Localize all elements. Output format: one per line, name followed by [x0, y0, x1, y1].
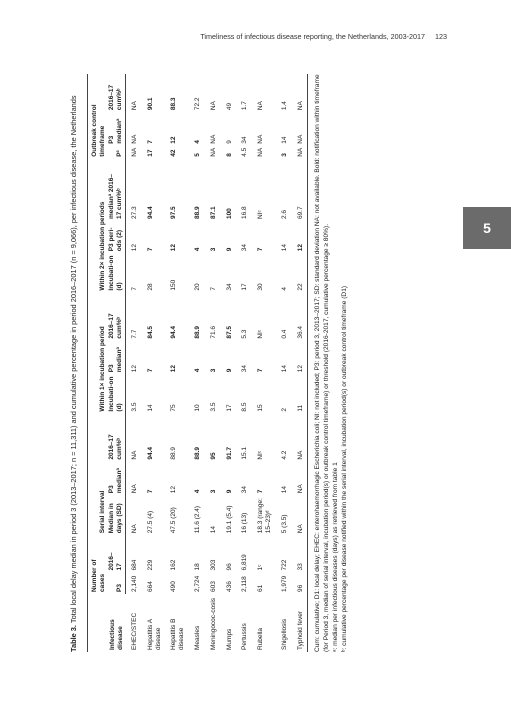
- cell-ob: NA: [131, 147, 139, 157]
- cell-ob: 17: [146, 149, 154, 157]
- cell-w1-inc: 75: [170, 404, 178, 412]
- delay-table: [87, 74, 309, 652]
- cell-ob-p3: 34: [241, 136, 249, 144]
- cell-w2-inc: 34: [225, 283, 233, 291]
- cell-serial: 11.6 (2.4): [194, 505, 202, 534]
- footnotes: [314, 74, 350, 652]
- cell-w2-inc: 4: [280, 286, 288, 291]
- sub-header-row: [107, 74, 125, 652]
- cell-serial: 5 (3.5): [280, 514, 288, 534]
- cell-disease: Typhoid fever: [292, 594, 308, 652]
- cell-w2-inc: 7: [209, 286, 217, 291]
- cell-disease: Measles: [194, 625, 202, 650]
- cell-s-cum: 15.1: [241, 447, 249, 460]
- cell-w2-p3: 4: [194, 247, 202, 252]
- cell-ob-cum: 1.7: [241, 101, 249, 111]
- cell-w2-inc: 150: [170, 279, 178, 291]
- cell-w2-cum: 69.7: [292, 169, 308, 221]
- cell-w2-cum: 16.8: [241, 206, 249, 220]
- sub-ob-1617: 2016–17 cum%ᵇ: [107, 74, 125, 112]
- cell-s-cum: 95: [209, 452, 217, 460]
- cell-ob-cum: NA: [209, 101, 217, 111]
- cell-p3: 61: [257, 584, 265, 592]
- cell-disease: Rubella: [257, 627, 265, 650]
- cell-ob: NA: [292, 146, 308, 159]
- col-within1: Within 1× incubation period: [87, 303, 107, 414]
- cell-ob-cum: NA: [292, 74, 308, 112]
- cell-w2-inc: 20: [194, 283, 202, 291]
- cell-ob-p3: 12: [170, 136, 178, 144]
- cell-w2-inc: 17: [241, 283, 249, 291]
- cell-w2-cum: 87.1: [209, 206, 217, 220]
- cell-ob-p3: NA: [257, 134, 265, 144]
- cell-w1-inc: 3.5: [131, 402, 139, 412]
- cell-w1-p3: 3: [209, 368, 217, 373]
- cell-serial: 16 (13): [241, 512, 249, 534]
- cell-s-p3: NA: [292, 462, 308, 496]
- col-disease: Infectious disease: [87, 594, 125, 652]
- table-row: [236, 74, 252, 652]
- sub-ob-p3: P3 medianª: [107, 112, 125, 146]
- table-row: [189, 74, 205, 652]
- cell-p3: 664: [146, 581, 154, 592]
- cell-w1-inc: 10: [194, 404, 202, 412]
- cell-s-cum: 88.9: [170, 447, 178, 460]
- cell-w2-inc: 28: [146, 283, 154, 291]
- cell-w1-inc: 3.5: [209, 402, 217, 412]
- cell-serial: 14: [209, 526, 217, 534]
- cell-s-cum: NA: [131, 450, 139, 460]
- cell-y1617: 18: [194, 563, 202, 571]
- cell-w2-cum: 27.3: [131, 206, 139, 220]
- cell-s-p3: 7: [146, 489, 154, 494]
- cell-y1617: 162: [170, 559, 178, 571]
- cell-serial: 19.1 (5.4): [225, 505, 233, 534]
- cell-w2-cum: 88.9: [194, 206, 202, 220]
- table-row: [221, 74, 237, 652]
- table-row: [292, 74, 308, 652]
- rotated-table-block: [70, 52, 350, 652]
- cell-p3: 603: [209, 581, 217, 592]
- cell-w2-p3: 3: [209, 247, 217, 252]
- cell-w1-inc: 11: [292, 374, 308, 413]
- cell-w2-cum: 100: [225, 208, 233, 220]
- chapter-tab: 5: [463, 207, 511, 249]
- cell-disease: EHEC/STEC: [130, 612, 138, 650]
- cell-w2-p3: 14: [280, 244, 288, 252]
- sub-w1-1617: 2016–17 cum%ᵇ: [107, 303, 125, 341]
- cell-ob-cum: 88.3: [170, 97, 178, 111]
- table-caption: [70, 52, 79, 652]
- cell-w1-inc: 17: [225, 404, 233, 412]
- cell-w1-cum: 5.3: [241, 329, 249, 339]
- cell-w1-inc: 15: [257, 404, 265, 412]
- cell-ob-cum: NA: [131, 101, 139, 111]
- cell-ob-p3: 9: [225, 140, 233, 144]
- cell-serial: NA: [292, 495, 308, 535]
- cell-ob-cum: 49: [225, 102, 233, 111]
- cell-serial: 18.3 (range: 15–23)ᵈ: [257, 498, 273, 534]
- table-label: Table 3.: [69, 625, 78, 652]
- cell-w2-p3: 12: [292, 221, 308, 253]
- table-row: [165, 74, 189, 652]
- cell-w2-p3: 7: [257, 247, 265, 252]
- cell-ob: 5: [194, 153, 202, 157]
- cell-s-p3: 4: [194, 489, 202, 494]
- cell-s-cum: 88.9: [194, 447, 202, 460]
- sub-w2-incubation: Incubati-on (d): [107, 253, 125, 292]
- cell-ob: 8: [225, 153, 233, 157]
- col-cases: Number of cases: [87, 545, 107, 594]
- table-row: [205, 74, 221, 652]
- cell-s-cum: 94.4: [146, 447, 154, 460]
- cell-s-p3: NA: [131, 484, 139, 494]
- cell-s-cum: 91.7: [225, 447, 233, 460]
- cell-w1-cum: 7.7: [131, 329, 139, 339]
- cell-ob-p3: NA: [292, 112, 308, 146]
- cell-disease: Hepatitis A disease: [146, 619, 162, 650]
- cell-s-cum: 4.2: [280, 450, 288, 460]
- cell-p3: 490: [170, 581, 178, 592]
- cell-y1617: 1ᶜ: [257, 564, 265, 571]
- cell-y1617: 6,819: [241, 554, 249, 571]
- cell-w1-p3: 14: [280, 365, 288, 373]
- cell-w1-p3: 7: [257, 368, 265, 373]
- cell-y1617: 722: [280, 559, 288, 571]
- cell-w2-inc: 30: [257, 283, 265, 291]
- cell-p3: 96: [292, 572, 308, 594]
- cell-w1-cum: 0.4: [280, 329, 288, 339]
- cell-y1617: 684: [131, 559, 139, 571]
- cell-ob-cum: 1.4: [280, 101, 288, 111]
- cell-w1-inc: 14: [146, 404, 154, 412]
- sub-cases-p3: P3: [107, 572, 125, 594]
- sub-w2-p3: P3 peri-ods (2): [107, 221, 125, 253]
- cell-ob-cum: 72.2: [194, 97, 202, 111]
- page-number: 123: [435, 32, 447, 41]
- cell-y1617: 303: [209, 559, 217, 571]
- cell-w1-p3: 9: [225, 368, 233, 373]
- cell-ob-p3: 7: [146, 140, 154, 144]
- table-body: [126, 74, 308, 652]
- cell-y1617: 33: [292, 545, 308, 572]
- running-title: Timeliness of infectious disease reporting, the Netherlands, 2003-2017: [200, 32, 425, 41]
- sub-serial-1617: 2016–17 cum%ᵇ: [107, 424, 125, 462]
- cell-ob-p3: NA: [209, 134, 217, 144]
- footnote-b: ᵇ: cumulative percentage per disease notified within the serial interval, incubation period(s) or outbreak control timeframe (D1): [341, 285, 349, 652]
- cell-disease: Hepatitis B disease: [170, 618, 186, 650]
- cell-w1-p3: 12: [131, 365, 139, 373]
- table-row: [276, 74, 292, 652]
- cell-w2-p3: 7: [146, 247, 154, 252]
- cell-s-cum: NA: [292, 424, 308, 462]
- cell-ob-p3: 14: [280, 136, 288, 144]
- group-header-row: [87, 74, 107, 652]
- cell-disease: Mumps: [225, 628, 233, 650]
- cell-serial: 47.5 (20): [170, 507, 178, 534]
- cell-w2-p3: 9: [225, 247, 233, 252]
- cell-s-p3: 14: [280, 486, 288, 494]
- cell-s-p3: 34: [241, 486, 249, 494]
- footnote-abbreviations: Cum: cumulative; D1: local delay; EHEC: enterohaemorrhagic Escherichia coli; NI: not included; P3: period 3, 2013–2017; SD: standard deviation NA: not available. Bold: notification within timeframe (for Period 3, median of serial interval, incubation period(s) or outbreak control timeframe) or threshold (2016-2017, cumulative percentage ≥ 80%).: [314, 74, 331, 652]
- cell-w2-p3: 34: [241, 244, 249, 252]
- sub-w2-1617: medianª 2016–17 cum%ᵇ: [107, 169, 125, 221]
- cell-ob-p3: NA: [131, 134, 139, 144]
- cell-w1-cum: NIᶜ: [257, 329, 265, 339]
- cell-w2-cum: 97.5: [170, 206, 178, 220]
- cell-s-cum: NIᶜ: [257, 450, 265, 460]
- cell-w2-p3: 12: [131, 244, 139, 252]
- cell-ob-p3: 4: [194, 140, 202, 144]
- cell-y1617: 96: [225, 563, 233, 571]
- cell-s-p3: 7: [257, 489, 265, 494]
- cell-w2-cum: NIᶜ: [257, 210, 265, 220]
- cell-ob: NA: [257, 147, 265, 157]
- cell-disease: Pertussis: [241, 623, 249, 650]
- col-within2: Within 2× incubation periods: [87, 169, 107, 293]
- cell-y1617: 229: [146, 559, 154, 571]
- cell-w1-cum: 84.5: [146, 326, 154, 339]
- sub-w1-p3: P3 medianª: [107, 341, 125, 375]
- cell-w1-cum: 88.9: [194, 326, 202, 339]
- cell-w2-p3: 12: [170, 244, 178, 252]
- cell-p3: 2,118: [241, 576, 249, 592]
- cell-w1-p3: 4: [194, 368, 202, 373]
- cell-p3: 1,979: [280, 575, 288, 592]
- cell-w1-inc: 2: [280, 407, 288, 412]
- sub-ob-p: P³: [107, 146, 125, 159]
- footnote-a: ᵃ: median per infectious diseases (days) as retrieved from table 1: [332, 462, 340, 652]
- cell-w1-inc: 8.5: [241, 402, 249, 412]
- cell-ob-cum: 90.1: [146, 97, 154, 111]
- cell-w1-cum: 87.5: [225, 326, 233, 339]
- cell-ob: 4.5: [241, 147, 249, 157]
- cell-ob: 3: [280, 153, 288, 157]
- cell-w1-p3: 12: [292, 341, 308, 375]
- cell-s-p3: 12: [170, 486, 178, 494]
- cell-w1-p3: 34: [241, 365, 249, 373]
- cell-s-p3: 9: [225, 489, 233, 494]
- cell-s-p3: 3: [209, 489, 217, 494]
- cell-w1-p3: 12: [170, 365, 178, 373]
- cell-ob-cum: NA: [257, 101, 265, 111]
- cell-ob: NA: [209, 147, 217, 157]
- running-head: [200, 32, 447, 41]
- col-outbreak: Outbreak control timeframe: [87, 74, 107, 159]
- cell-disease: Meningococ-cosis: [209, 597, 217, 650]
- table-row: [252, 74, 276, 652]
- cell-serial: 27.5 (4): [146, 510, 154, 534]
- table-row: [142, 74, 166, 652]
- cell-w2-cum: 94.4: [146, 206, 154, 220]
- cell-w1-cum: 36.4: [292, 303, 308, 341]
- cell-serial: NA: [131, 524, 139, 534]
- cell-w2-inc: 7: [131, 286, 139, 291]
- cell-ob: 42: [170, 149, 178, 157]
- cell-p3: 436: [225, 581, 233, 592]
- cell-p3: 2,140: [131, 575, 139, 592]
- col-serial: Serial interval: [87, 424, 107, 536]
- sub-w1-incubation: Incubati-on (d): [107, 374, 125, 413]
- cell-w2-inc: 22: [292, 253, 308, 292]
- cell-disease: Shigellosis: [280, 618, 288, 650]
- cell-w2-cum: 2.6: [280, 210, 288, 220]
- sub-serial-median: Median in days (SD): [107, 495, 125, 535]
- cell-w1-p3: 7: [146, 368, 154, 373]
- cell-p3: 2,724: [194, 575, 202, 592]
- table-caption-text: Total local delay median in period 3 (2013–2017; n = 11,311) and cumulative percentage in period 2016–2017 (n = 9,066), per infectious disease, the Netherlands: [69, 95, 78, 624]
- cell-w1-cum: 94.4: [170, 326, 178, 339]
- sub-serial-p3: P3 medianª: [107, 462, 125, 496]
- cell-w1-cum: 71.6: [209, 326, 217, 339]
- sub-cases-1617: 2016–17: [107, 545, 125, 572]
- table-row: [126, 74, 142, 652]
